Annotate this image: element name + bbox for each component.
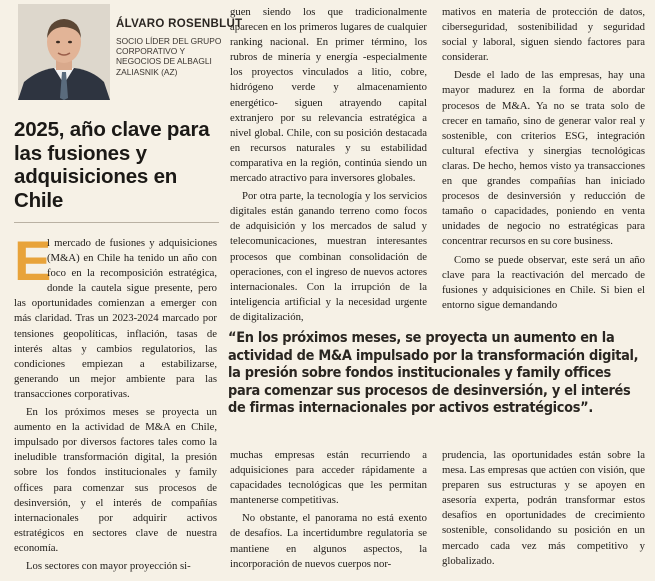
col2-paragraph: No obstante, el panorama no está exento de desafíos. La incertidumbre regulatoria se mantiene en algunos aspectos, la incorporación de nuevos cuerpos nor- [230, 512, 427, 570]
headline: 2025, año clave para las fusiones y adquisiciones en Chile [14, 118, 210, 212]
col3-paragraph: Como se puede observar, este será un año clave para la reactivación del mercado de fusiones y adquisiciones en Chile. Si bien el entorno sigue demandando [442, 253, 645, 311]
col3-paragraph: mativos en materia de protección de datos, ciberseguridad, sostenibilidad y seguridad social y laboral, siguen siendo factores para considerar. [442, 6, 645, 64]
col1-paragraph: Los sectores con mayor proyección si- [26, 559, 191, 572]
body-column-2-bottom [230, 448, 427, 572]
col1-paragraph: E l mercado de fusiones y adquisiciones (M&A) en Chile ha tenido un año con foco en la recomposición estratégica, donde la cautela sigue presente, pero las oportunidades comienzan a emerger con más claridad. Tras un 2023-2024 marcado por tensiones geopolíticas, inflación, tasas de interés altas y cambios regulatorios, las condiciones empiezan a estabilizarse, generando un mejor ambiente para las transacciones corporativas. [14, 229, 217, 400]
author-name: ÁLVARO ROSENBLUT [116, 18, 243, 30]
headline-divider [14, 222, 219, 223]
drop-cap [14, 229, 52, 292]
col2-paragraph: guen siendo los que tradicionalmente aparecen en los primeros lugares de cualquier ranking nacional. En primer término, los rubros de minería y energía -especialmente los proyectos vinculados a litio, cobre, hidrógeno verde y almacenamiento energético- siguen atrayendo capital extranjero por su relevancia estratégica a nivel global. Chile, con su posición destacada en recursos naturales y su estabilidad comparativa en la región, continúa siendo un mercado atractivo para inversores globales. [230, 6, 427, 185]
col3-paragraph: prudencia, las oportunidades están sobre la mesa. Las empresas que actúen con visión, que preparen sus estructuras y se apoyen en asesoría experta, podrán transformar estos desafíos en oportunidades de crecimiento sostenible, consolidando su posición en un mercado cada vez más competitivo y globalizado. [442, 449, 645, 567]
body-column-3-top [442, 5, 645, 313]
body-column-1 [14, 229, 217, 574]
author-role: SOCIO LÍDER DEL GRUPO CORPORATIVO Y NEGOCIOS DE ALBAGLI ZALIASNIK (AZ) [116, 36, 222, 77]
drop-cap-letter: E [14, 229, 52, 292]
body-column-3-bottom [442, 448, 645, 569]
col2-paragraph: muchas empresas están recurriendo a adquisiciones para acceder rápidamente a capacidades tecnológicas que les permitan mantenerse competitivas. [230, 449, 427, 507]
pull-quote: “En los próximos meses, se proyecta un aumento en la actividad de M&A impulsado por la transformación digital, la presión sobre fondos institucionales y family offices para comenzar sus procesos de desinversión, y el interés de firmas internacionales por activos estratégicos”. [228, 330, 639, 416]
col2-paragraph: Por otra parte, la tecnología y los servicios digitales están ganando terreno como focos de adquisición y los mercados de salud y telecomunicaciones, muestran interesantes procesos que combinan consolidación de operaciones, con el ingreso de nuevos actores internacionales. Con la irrupción de la inteligencia artificial y la necesidad urgente de digitalización, [230, 190, 427, 323]
author-photo [18, 4, 110, 100]
col3-paragraph: Desde el lado de las empresas, hay una mayor madurez en la forma de abordar procesos de M&A. Ya no se trata solo de crecer en tamaño, sino de generar valor real y sostenible, con criterios ESG, integración cultural efectiva y sinergias tecnológicas claras. De hecho, hemos visto ya transacciones en que grandes compañías han iniciado procesos de desinversión y reducción de tamaño o capacidades, poniendo en venta unidades de negocio no estratégicas para concentrar recursos en su core business. [442, 69, 645, 248]
col1-paragraph: En los próximos meses se proyecta un aumento en la actividad de M&A en Chile, impulsado por diversos factores tales como la ineludible transformación digital, la presión sobre los fondos institucionales y family offices para comenzar sus procesos de desinversión, y el interés de compañías internacionales por adquirir activos estratégicos en sectores clave de nuestra economía. [14, 406, 217, 554]
body-column-2-top [230, 5, 427, 325]
